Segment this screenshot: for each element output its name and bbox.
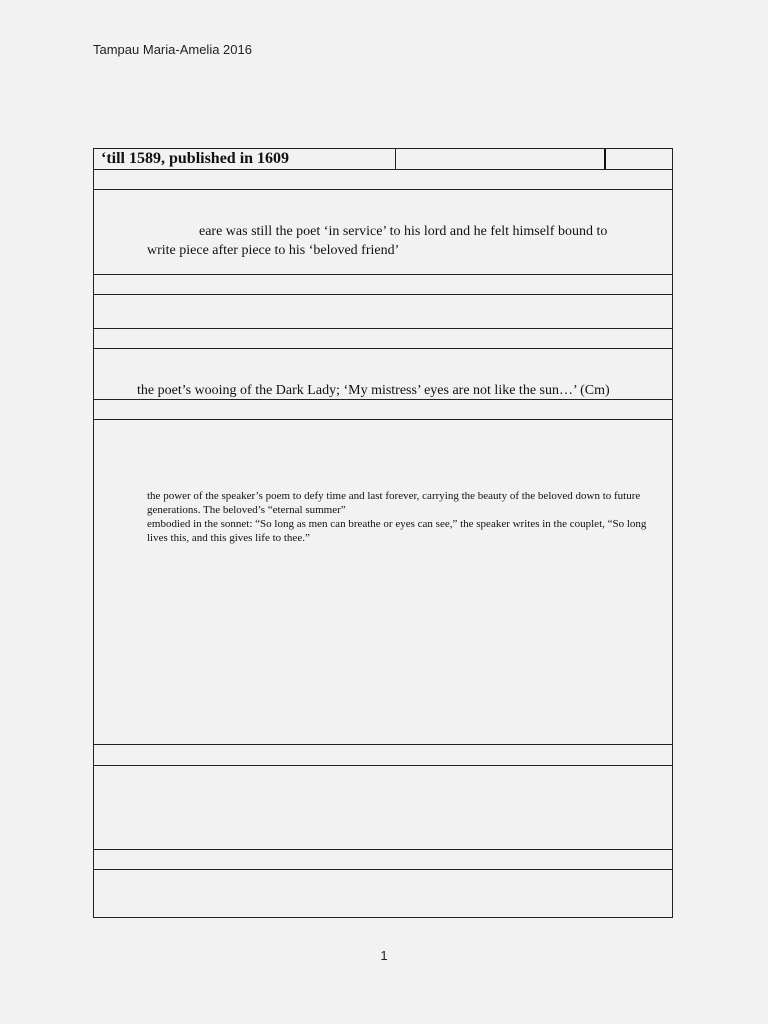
row-divider <box>94 869 672 870</box>
row-divider <box>94 274 672 275</box>
document-header: Tampau Maria-Amelia 2016 <box>93 42 252 57</box>
notes-table <box>93 148 673 918</box>
row-divider <box>94 348 672 349</box>
service-line-2: write piece after piece to his ‘beloved friend’ <box>147 243 400 258</box>
row-divider <box>94 744 672 745</box>
service-line-1: eare was still the poet ‘in service’ to his lord and he felt himself bound to <box>199 224 608 239</box>
poem-row-text <box>147 489 652 545</box>
cell-divider <box>604 149 606 169</box>
table-title-cell: ‘till 1589, published in 1609 <box>101 150 290 167</box>
row-divider <box>94 419 672 420</box>
page-number: 1 <box>380 948 388 963</box>
row-divider <box>94 169 672 170</box>
row-divider <box>94 294 672 295</box>
cell-divider <box>395 149 396 169</box>
row-divider <box>94 189 672 190</box>
row-divider <box>94 765 672 766</box>
row-divider <box>94 328 672 329</box>
dark-lady-row-text: the poet’s wooing of the Dark Lady; ‘My mistress’ eyes are not like the sun…’ (Cm) <box>137 383 610 398</box>
poem-paragraph-1: the power of the speaker’s poem to defy time and last forever, carrying the beauty of the beloved down to future generations. The beloved’s “eternal summer” <box>147 490 641 516</box>
row-divider <box>94 849 672 850</box>
service-row-text <box>147 222 672 260</box>
poem-paragraph-2: embodied in the sonnet: “So long as men can breathe or eyes can see,” the speaker writes in the couplet, “So long lives this, and this gives life to thee.” <box>147 518 647 544</box>
